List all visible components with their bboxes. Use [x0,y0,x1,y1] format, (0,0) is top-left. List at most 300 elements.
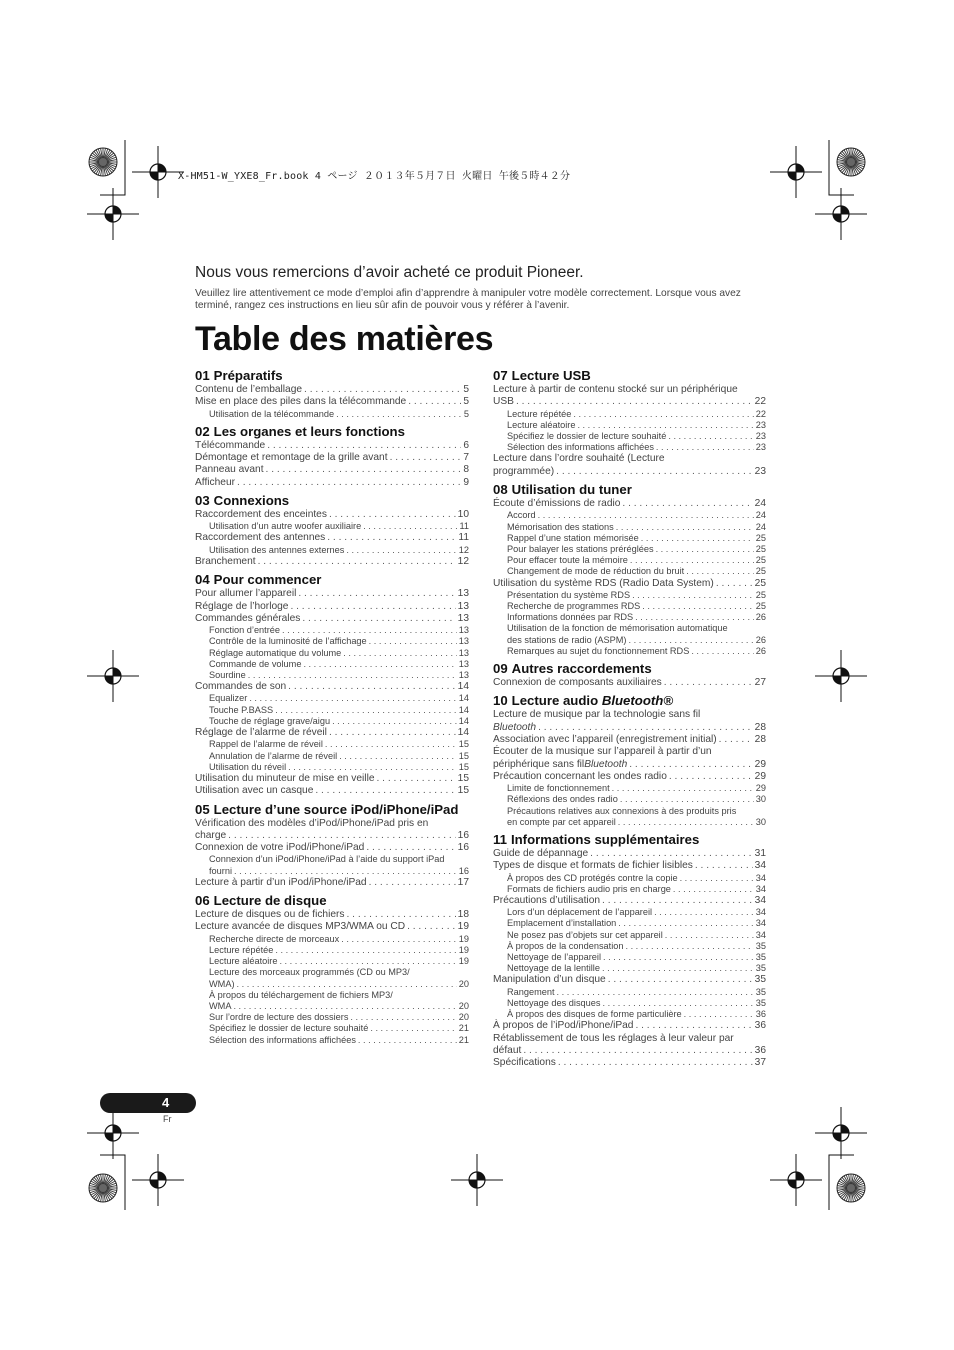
toc-entry[interactable] [195,601,469,613]
toc-leader-dots [336,409,462,420]
toc-leader-dots [258,556,456,568]
toc-leader-dots [625,941,753,952]
toc-entry[interactable] [195,1012,469,1023]
toc-entry[interactable] [493,442,766,453]
toc-page-number: 37 [754,1057,766,1069]
toc-entry-text: Branchement [195,555,256,567]
toc-leader-dots [664,677,753,689]
toc-entry[interactable] [493,860,766,872]
toc-entry[interactable] [195,785,469,797]
toc-entry-text: Spécifiez le dossier de lecture souhaité [209,1023,369,1034]
toc-entry[interactable] [195,396,469,408]
toc-page-number: 14 [458,693,469,704]
toc-leader-dots [366,842,455,854]
toc-leader-dots [641,533,754,544]
toc-leader-dots [719,734,753,746]
toc-section-heading[interactable] [493,689,766,709]
toc-entry[interactable] [493,895,766,907]
toc-page-number: 13 [457,612,469,624]
toc-section-title-italic: Bluetooth® [601,693,674,709]
toc-entry[interactable] [493,1020,766,1032]
toc-leader-dots [620,794,754,805]
toc-page-number: 14 [458,704,469,715]
toc-entry-text: Lecture répétée [209,944,274,955]
toc-page-number: 35 [755,940,766,951]
toc-leader-dots [325,739,457,750]
toc-leader-dots [616,522,754,533]
toc-leader-dots [686,566,754,577]
toc-section-number: 03 [195,492,210,508]
toc-section-heading[interactable] [195,489,469,509]
toc-leader-dots [390,452,462,464]
toc-entry[interactable] [493,623,766,645]
toc-leader-dots [327,532,456,544]
toc-page-number: 34 [755,918,766,929]
toc-leader-dots [602,963,754,974]
toc-entry[interactable] [493,533,766,544]
toc-entry[interactable] [493,544,766,555]
toc-leader-dots [573,409,753,420]
toc-entry[interactable] [493,806,766,828]
toc-entry[interactable] [493,1057,766,1069]
toc-entry-text: Association avec l’appareil (enregistrement initial) [493,733,717,745]
print-header-line: X-HM51-W_YXE8_Fr.book 4 ページ ２０１３年５月７日 火曜日 午後５時４２分 [178,171,571,182]
toc-entry[interactable] [195,409,469,420]
toc-entry-text: Mémorisation des stations [507,521,614,532]
toc-entry[interactable] [195,705,469,716]
toc-leader-dots [691,646,753,657]
toc-entry[interactable] [195,670,469,681]
toc-entry[interactable] [493,646,766,657]
toc-leader-dots [408,396,461,408]
toc-entry-text: Types de disque et formats de fichier lisibles [493,860,693,872]
toc-leader-dots [407,921,456,933]
toc-leader-dots [341,934,457,945]
toc-section-title: Autres raccordements [511,661,652,677]
toc-leader-dots [642,601,753,612]
toc-entry[interactable] [493,794,766,805]
toc-leader-dots [332,716,457,727]
toc-leader-dots [630,555,754,566]
toc-entry-text: Lecture aléatoire [507,419,576,430]
toc-entry[interactable] [195,625,469,636]
toc-entry-text: Raccordement des antennes [195,532,326,544]
toc-leader-dots [695,860,753,872]
toc-entry-text: Lecture des morceaux programmés (CD ou MP3/ [209,967,410,978]
toc-section-title: Lecture d’une source iPod/iPhone/iPad [213,801,459,817]
toc-entry-text: Précaution concernant les ondes radio [493,770,667,782]
toc-entry[interactable] [195,636,469,647]
toc-entry[interactable] [195,967,469,989]
toc-entry-text: Sélection des informations affichées [507,442,654,453]
toc-entry[interactable] [195,945,469,956]
toc-entry[interactable] [493,522,766,533]
toc-page-number: 23 [754,465,766,477]
toc-leader-dots [369,636,457,647]
toc-leader-dots [629,759,752,771]
toc-section-heading[interactable] [493,478,766,498]
toc-entry[interactable] [195,509,469,521]
toc-page-number: 35 [755,952,766,963]
toc-page-number: 20 [458,1001,469,1011]
toc-entry[interactable] [493,746,766,771]
toc-entry[interactable] [195,693,469,704]
toc-entry[interactable] [195,877,469,889]
toc-entry[interactable] [493,930,766,941]
toc-page-number: 19 [458,944,469,955]
toc-section-number: 01 [195,368,210,383]
toc-entry[interactable] [493,578,766,590]
toc-entry-text: Lecture à partir de contenu stocké sur un périphérique [493,384,738,395]
toc-entry-text: Précautions relatives aux connexions à des produits pris [507,805,737,816]
toc-page-number: 9 [463,476,469,488]
toc-entry-text: Lors d’un déplacement de l’appareil [507,907,653,918]
toc-entry-text: Démontage et remontage de la grille avant [195,452,388,464]
toc-section-heading[interactable] [195,889,469,909]
toc-entry-text: Connexion de composants auxiliaires [493,677,662,689]
toc-entry-text: Fonction d’entrée [209,625,280,636]
toc-leader-dots [282,625,457,636]
toc-section-number: 04 [195,572,210,588]
toc-entry[interactable] [195,762,469,773]
toc-page-number: 15 [458,739,469,750]
toc-section-heading[interactable] [195,798,469,818]
toc-leader-dots [523,1045,752,1057]
toc-page-number: 25 [754,577,766,589]
toc-entry-text: Annulation de l’alarme de réveil [209,750,338,761]
toc-entry[interactable] [493,974,766,986]
toc-entry-text: Rétablissement de tous les réglages à leur valeur par [493,1032,734,1044]
toc-page-number: 13 [458,647,469,658]
toc-entry-text: Nettoyage de l’appareil [507,952,601,963]
toc-entry-text: Lecture avancée de disques MP3/WMA ou CD [195,921,406,933]
toc-entry[interactable] [493,918,766,929]
toc-entry-text: Nettoyage des disques [507,997,601,1008]
toc-leader-dots [632,590,754,601]
toc-entry[interactable] [195,440,469,452]
toc-page-number: 26 [755,612,766,623]
toc-page-number: 25 [755,555,766,566]
toc-entry[interactable] [195,384,469,396]
toc-entry-text: Lecture à partir d’un iPod/iPhone/iPad [195,876,367,888]
toc-entry-text: Contrôle de la luminosité de l’affichage [209,636,367,647]
toc-entry[interactable] [195,648,469,659]
toc-page-number: 20 [458,1012,469,1023]
toc-entry[interactable] [493,734,766,746]
toc-entry[interactable] [195,532,469,544]
toc-entry[interactable] [195,477,469,489]
toc-leader-dots [716,578,753,590]
toc-page-number: 22 [754,396,766,408]
toc-entry-text-continued: USB [493,396,514,408]
toc-page-number: 34 [755,872,766,883]
toc-entry[interactable] [195,659,469,670]
toc-entry-text: Afficheur [195,476,236,488]
toc-section-heading[interactable] [195,364,469,384]
toc-section-title: Informations supplémentaires [510,831,700,847]
toc-page-number: 27 [754,677,766,689]
toc-page-number: 31 [754,847,766,859]
toc-entry-text: Contenu de l’emballage [195,384,303,395]
toc-entry-text: Panneau avant [195,464,264,476]
toc-entry-text: Remarques au sujet du fonctionnement RDS [507,645,690,656]
toc-page-number: 23 [755,431,766,441]
toc-page-number: 16 [457,842,469,854]
toc-leader-dots [290,601,455,613]
toc-entry-text: À propos du téléchargement de fichiers MP3/ [209,989,393,1000]
toc-section-heading[interactable] [493,657,766,677]
toc-page-number: 30 [755,816,766,827]
toc-page-number: 24 [754,498,766,509]
toc-leader-dots [329,509,456,521]
toc-entry-text: À propos des disques de forme particulière [507,1009,682,1020]
toc-leader-dots [228,830,456,842]
toc-entry[interactable] [195,773,469,785]
toc-entry-text: Sélection des informations affichées [209,1034,356,1045]
toc-entry-text: Informations données par RDS [507,612,634,623]
toc-leader-dots [266,464,462,476]
toc-entry[interactable] [195,818,469,843]
toc-entry-text: Commande de volume [209,658,302,669]
toc-entry[interactable] [493,612,766,623]
toc-page-number: 18 [457,909,469,921]
toc-entry[interactable] [195,739,469,750]
toc-entry[interactable] [195,921,469,933]
toc-page-number: 25 [755,532,766,543]
toc-entry[interactable] [493,709,766,734]
toc-leader-dots [684,1009,754,1020]
toc-leader-dots [288,762,457,773]
toc-entry-text: Accord [507,510,536,521]
toc-leader-dots [673,884,754,895]
toc-entry-text: Réglage de l’alarme de réveil [195,727,327,739]
toc-section-heading[interactable] [493,364,766,384]
toc-entry-text: Commandes générales [195,612,301,624]
toc-entry-text: Touche P.BASS [209,704,274,715]
toc-entry[interactable] [493,498,766,510]
toc-leader-dots [275,705,457,716]
toc-entry[interactable] [493,409,766,420]
toc-entry[interactable] [195,464,469,476]
toc-leader-dots [577,420,753,431]
toc-entry-text: Pour allumer l’appareil [195,588,297,600]
toc-leader-dots [369,877,456,889]
toc-entry-text: Rappel d’une station mémorisée [507,532,639,543]
toc-entry[interactable] [493,783,766,794]
rosette-center [99,158,107,166]
toc-entry[interactable] [493,677,766,689]
toc-entry-text: Utilisation avec un casque [195,785,314,797]
toc-entry-text-continued: WMA [209,1001,232,1011]
toc-entry-text: Réglage automatique du volume [209,647,342,658]
toc-leader-dots [279,956,456,967]
toc-entry[interactable] [493,771,766,783]
toc-section-title: Lecture USB [511,368,591,383]
toc-entry[interactable] [195,521,469,532]
toc-entry[interactable] [493,555,766,566]
toc-entry-text: Pour balayer les stations préréglées [507,543,654,554]
rosette-center [847,158,855,166]
toc-entry-text: Equalizer [209,693,248,704]
rosette-center [99,1184,107,1192]
toc-section-heading[interactable] [195,568,469,588]
toc-entry-text: Utilisation d’un autre woofer auxiliaire [209,521,362,532]
toc-entry[interactable] [195,556,469,568]
toc-entry-text: Sur l’ordre de lecture des dossiers [209,1012,349,1023]
toc-entry[interactable] [195,990,469,1012]
toc-entry-text-continued: programmée) [493,465,555,477]
toc-entry-line [209,1001,469,1012]
toc-entry-text: Lecture répétée [507,408,572,419]
toc-entry[interactable] [195,751,469,762]
toc-page-number: 12 [458,544,469,555]
toc-page-number: 24 [755,510,766,521]
toc-page-number: 7 [463,452,469,464]
toc-entry[interactable] [493,384,766,409]
toc-leader-dots [329,727,456,739]
toc-page-number: 25 [755,589,766,600]
toc-entry-text: Précautions d’utilisation [493,894,601,906]
toc-leader-dots [234,866,457,877]
toc-leader-dots [377,773,456,785]
page-number: 4 [162,1095,170,1110]
toc-entry-text: Présentation du système RDS [507,589,631,600]
toc-entry-line [493,722,766,734]
toc-entry-text: À propos des CD protégés contre la copie [507,872,678,883]
toc-entry[interactable] [493,848,766,860]
toc-page-number: 36 [755,1009,766,1020]
toc-page-number: 28 [754,733,766,745]
toc-page-number: 13 [458,625,469,636]
toc-section-heading[interactable] [493,828,766,848]
toc-entry[interactable] [195,588,469,600]
toc-entry[interactable] [493,453,766,478]
toc-entry[interactable] [493,590,766,601]
toc-page-number: 34 [755,883,766,894]
toc-leader-dots [602,895,753,907]
toc-entry-text: Lecture aléatoire [209,956,278,967]
toc-entry-text-continued: défaut [493,1044,522,1056]
toc-entry[interactable] [493,998,766,1009]
toc-entry-line [493,396,766,408]
toc-entry[interactable] [493,510,766,521]
toc-entry[interactable] [493,963,766,974]
toc-page-number: 23 [755,442,766,453]
toc-entry[interactable] [195,842,469,854]
intro-title: Nous vous remercions d’avoir acheté ce produit Pioneer. [195,264,584,281]
toc-entry[interactable] [493,941,766,952]
toc-section-title: Les organes et leurs fonctions [213,423,405,439]
toc-page-number: 6 [463,439,469,451]
toc-entry-text: Rappel de l’alarme de réveil [209,739,323,750]
toc-entry[interactable] [195,545,469,556]
toc-entry-text: Changement de mode de réduction du bruit [507,566,685,577]
toc-entry[interactable] [493,566,766,577]
toc-entry[interactable] [195,1023,469,1034]
toc-entry-text: Écoute d’émissions de radio [493,498,621,509]
toc-section-number: 11 [493,831,507,847]
toc-page-number: 16 [458,865,469,876]
toc-leader-dots [622,498,752,510]
toc-entry-text: Vérification des modèles d’iPod/iPhone/iPad pris en [195,817,429,829]
toc-leader-dots [249,693,456,704]
toc-entry[interactable] [195,1035,469,1046]
toc-leader-dots [654,907,754,918]
toc-entry[interactable] [195,613,469,625]
toc-entry[interactable] [493,873,766,884]
toc-entry[interactable] [493,1033,766,1058]
toc-section-number: 02 [195,423,210,439]
toc-entry-text-continued: des stations de radio (ASPM) [507,634,627,645]
toc-entry-text: À propos de l’iPod/iPhone/iPad [493,1020,634,1032]
toc-page-number: 22 [755,408,766,419]
toc-section-number: 09 [493,661,508,677]
toc-entry[interactable] [195,681,469,693]
toc-leader-dots [656,442,754,453]
toc-page-number: 35 [755,963,766,974]
toc-page-number: 15 [457,785,469,797]
toc-page-number: 35 [755,986,766,997]
toc-page-number: 34 [755,929,766,940]
toc-entry-text: Formats de fichiers audio pris en charge [507,883,671,894]
toc-leader-dots [680,873,754,884]
toc-leader-dots [237,477,461,489]
toc-entry[interactable] [493,884,766,895]
toc-leader-dots [350,1012,456,1023]
toc-leader-dots [629,635,754,646]
toc-section-heading[interactable] [195,420,469,440]
toc-section-title: Lecture de disque [213,893,327,909]
toc-entry[interactable] [195,934,469,945]
toc-page-number: 12 [457,555,469,567]
toc-section-title: Préparatifs [213,368,283,383]
toc-entry-text: Lecture de disques ou de fichiers [195,909,345,921]
toc-section-number: 05 [195,801,210,817]
toc-leader-dots [558,1057,753,1069]
toc-entry[interactable] [493,952,766,963]
toc-entry-text: Spécifications [493,1057,556,1069]
toc-entry[interactable] [195,452,469,464]
toc-entry[interactable] [195,909,469,921]
toc-page-number: 15 [458,750,469,761]
toc-entry[interactable] [493,1009,766,1020]
toc-entry[interactable] [195,716,469,727]
toc-page-number: 34 [754,860,766,872]
toc-entry[interactable] [493,601,766,612]
toc-entry-line [195,830,469,842]
toc-entry[interactable] [195,956,469,967]
toc-page-number: 16 [457,829,469,841]
toc-entry-text-continued: fourni [209,865,232,876]
toc-leader-dots [315,785,455,797]
toc-entry-text: Connexion d’un iPod/iPhone/iPad à l’aide du support iPad [209,854,445,865]
toc-entry[interactable] [493,907,766,918]
toc-page-number: 29 [754,770,766,782]
toc-page-number: 21 [458,1023,469,1034]
toc-entry[interactable] [493,987,766,998]
toc-entry[interactable] [195,727,469,739]
toc-entry[interactable] [195,854,469,876]
toc-entry[interactable] [493,431,766,442]
toc-entry-text: Utilisation du système RDS (Radio Data System) [493,577,714,589]
toc-page-number: 25 [755,543,766,554]
toc-leader-dots [339,751,457,762]
toc-page-number: 15 [457,773,469,784]
toc-entry-text: Touche de réglage grave/aigu [209,715,331,726]
toc-page-number: 13 [457,600,469,612]
toc-leader-dots [590,848,752,860]
toc-entry[interactable] [493,420,766,431]
